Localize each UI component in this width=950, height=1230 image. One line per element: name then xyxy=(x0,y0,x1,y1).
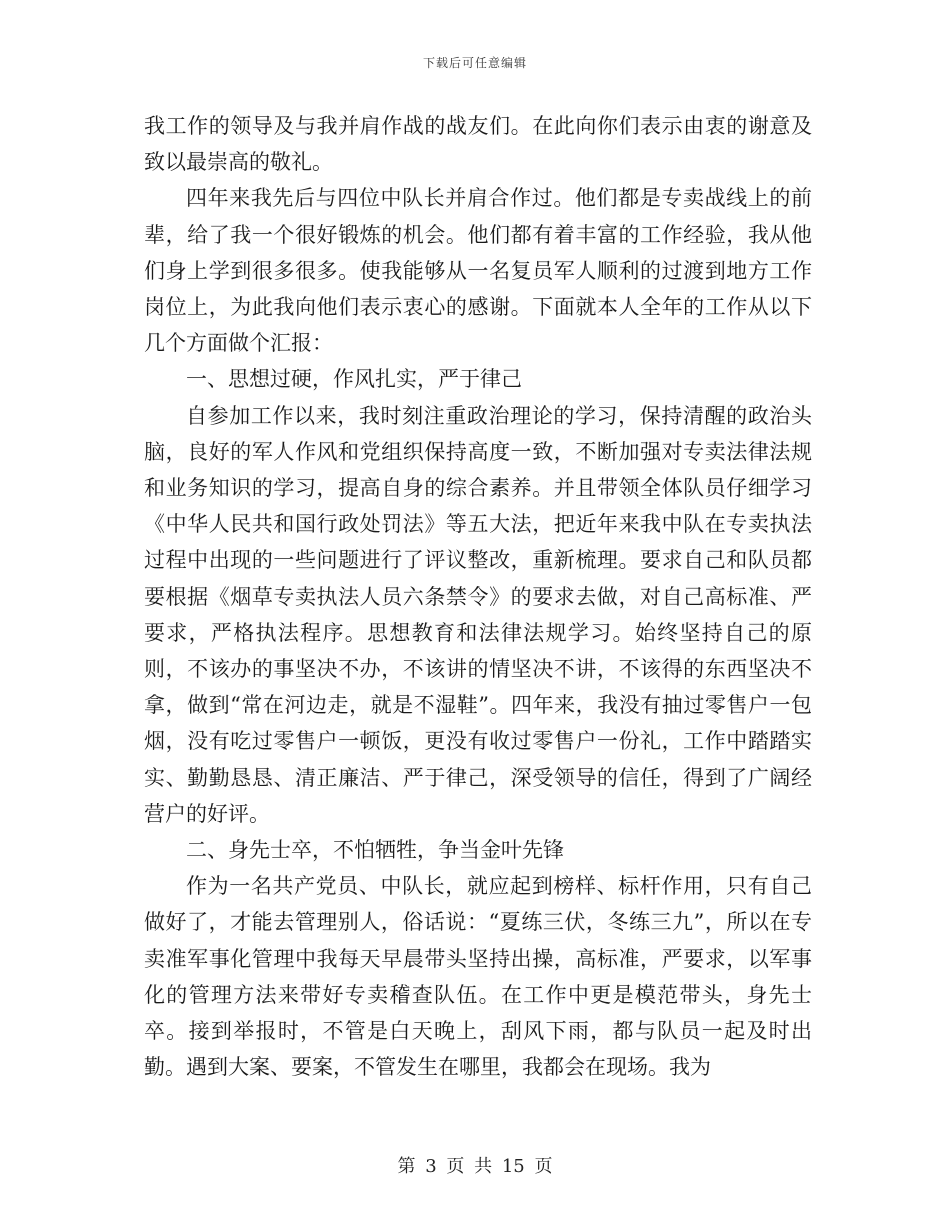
section-heading: 一、思想过硬，作风扎实，严于律己 xyxy=(186,367,522,392)
document-body xyxy=(144,108,812,1085)
paragraph: 作为一名共产党员、中队长，就应起到榜样、标杆作用，只有自己做好了，才能去管理别人，俗话说：“夏练三伏，冬练三九”，所以在专卖准军事化管理中我每天早晨带头坚持出操，高标准，严要求，以军事化的管理方法来带好专卖稽查队伍。在工作中更是模范带头，身先士卒。接到举报时，不管是白天晚上，刮风下雨，都与队员一起及时出勤。遇到大案、要案，不管发生在哪里，我都会在现场。我为 xyxy=(144,874,812,1080)
section-heading: 二、身先士卒，不怕牺牲，争当金叶先锋 xyxy=(186,838,564,863)
page-number-footer: 第 3 页 共 15 页 xyxy=(397,1156,553,1177)
paragraph-continuation: 我工作的领导及与我并肩作战的战友们。在此向你们表示由衷的谢意及致以最崇高的敬礼。 xyxy=(144,114,812,175)
paragraph: 四年来我先后与四位中队长并肩合作过。他们都是专卖战线上的前辈，给了我一个很好锻炼的机会。他们都有着丰富的工作经验，我从他们身上学到很多很多。使我能够从一名复员军人顺利的过渡到地方工作岗位上，为此我向他们表示衷心的感谢。下面就本人全年的工作从以下几个方面做个汇报： xyxy=(144,186,812,356)
paragraph: 自参加工作以来，我时刻注重政治理论的学习，保持清醒的政治头脑，良好的军人作风和党组织保持高度一致，不断加强对专卖法律法规和业务知识的学习，提高自身的综合素养。并且带领全体队员仔细学习《中华人民共和国行政处罚法》等五大法，把近年来我中队在专卖执法过程中出现的一些问题进行了评议整改，重新梳理。要求自己和队员都要根据《烟草专卖执法人员六条禁令》的要求去做，对自己高标准、严要求，严格执法程序。思想教育和法律法规学习。始终坚持自己的原则，不该办的事坚决不办，不该讲的情坚决不讲，不该得的东西坚决不拿，做到“常在河边走，就是不湿鞋”。四年来，我没有抽过零售户一包烟，没有吃过零售户一顿饭，更没有收过零售户一份礼，工作中踏踏实实、勤勤恳恳、清正廉洁、严于律己，深受领导的信任，得到了广阔经营户的好评。 xyxy=(144,403,812,826)
page-header: 下载后可任意编辑 xyxy=(422,56,527,70)
